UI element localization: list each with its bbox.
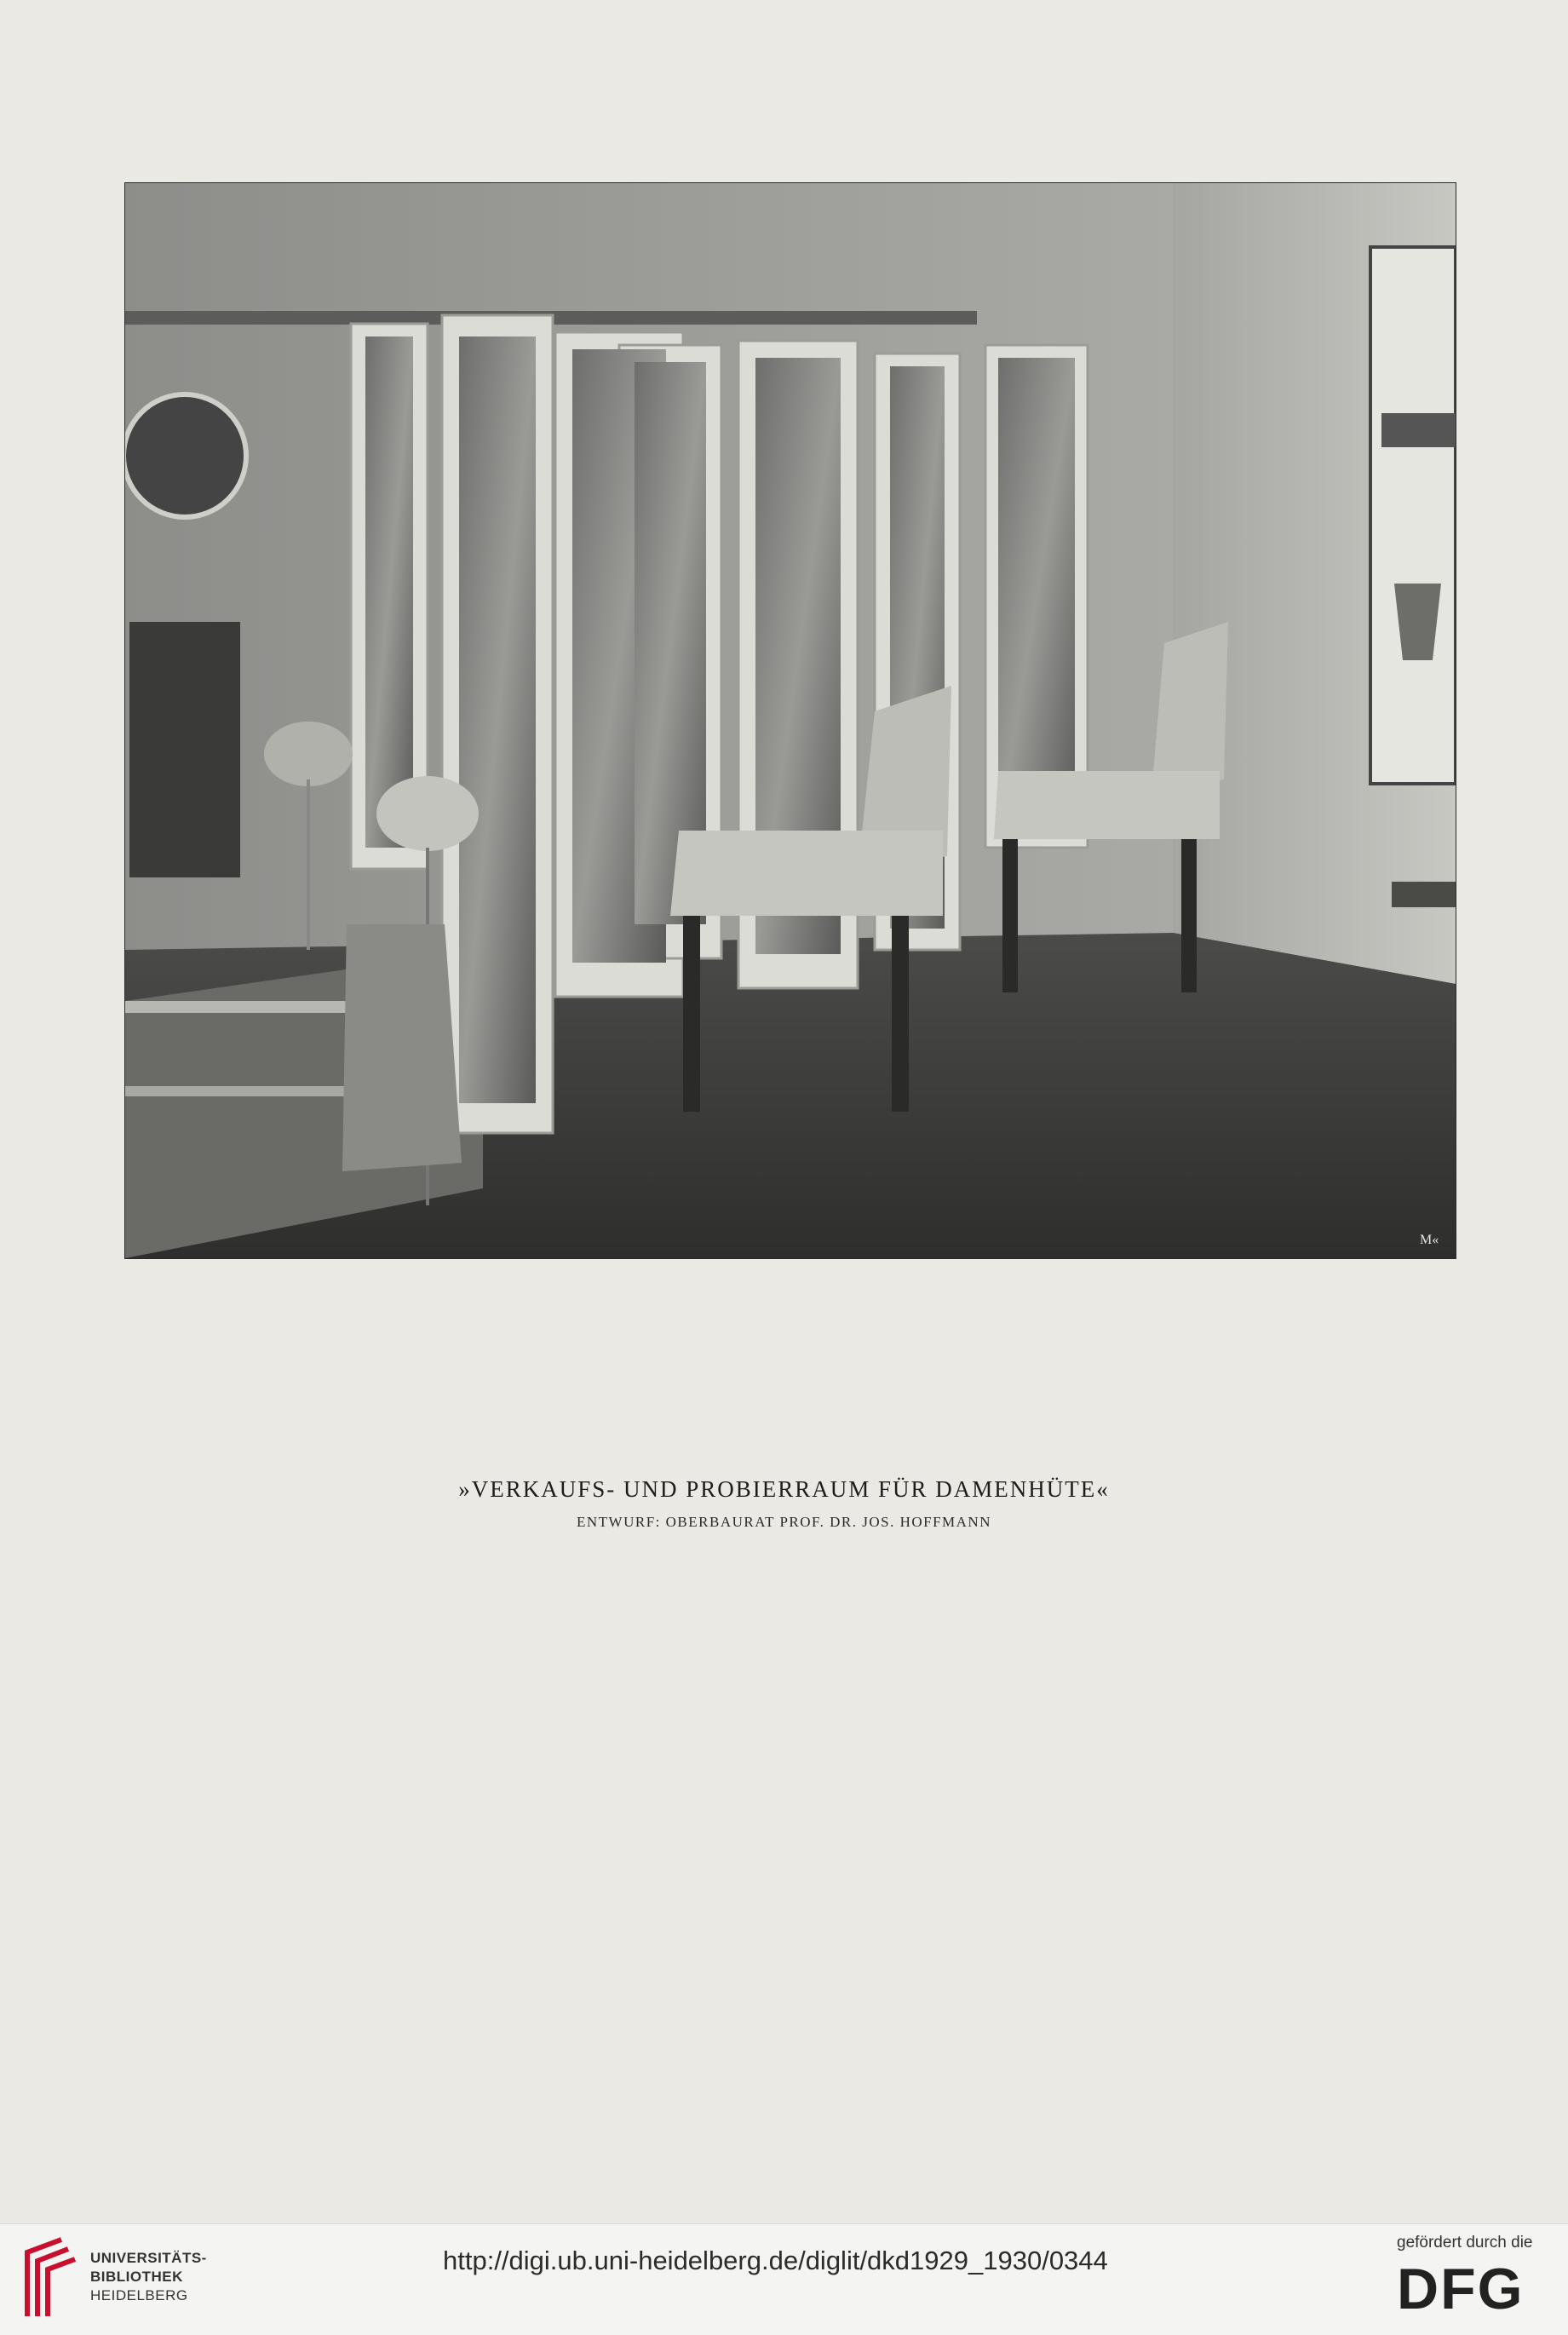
- caption-title: »VERKAUFS- UND PROBIERRAUM FÜR DAMENHÜTE«: [458, 1476, 1110, 1502]
- photo-illustration: [125, 183, 1456, 1258]
- interior-photograph: [125, 183, 1456, 1258]
- library-name-line1: UNIVERSITÄTS-: [90, 2250, 207, 2266]
- funding-note: gefördert durch die: [1397, 2234, 1533, 2252]
- library-name-line2: BIBLIOTHEK: [90, 2269, 183, 2285]
- photo-signature: M«: [1420, 1233, 1439, 1247]
- dfg-logo: DFG: [1397, 2257, 1525, 2321]
- caption-credit: ENTWURF: OBERBAURAT PROF. DR. JOS. HOFFMANN: [577, 1514, 991, 1530]
- university-library-logo-icon: [19, 2235, 78, 2321]
- library-name: [90, 2249, 207, 2305]
- permalink-url[interactable]: http://digi.ub.uni-heidelberg.de/diglit/dkd1929_1930/0344: [443, 2246, 1108, 2275]
- library-name-line3: HEIDELBERG: [90, 2287, 188, 2303]
- footer-bar: [0, 2223, 1568, 2335]
